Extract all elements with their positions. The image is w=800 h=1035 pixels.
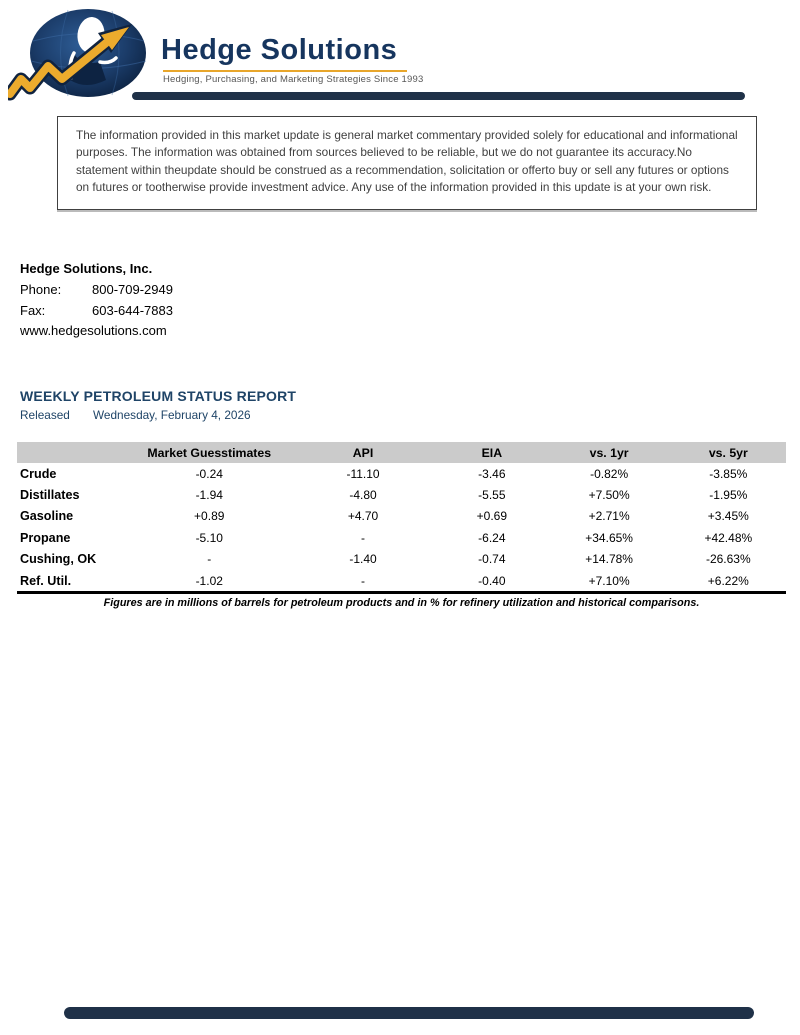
table-row <box>17 570 786 593</box>
table-cell: -3.46 <box>478 466 506 481</box>
table-cell: +3.45% <box>707 509 749 524</box>
table-cell: -1.02 <box>195 573 223 588</box>
footer-rule <box>64 1007 754 1019</box>
table-cell: -1.94 <box>195 488 223 503</box>
company-name: Hedge Solutions, Inc. <box>20 261 153 276</box>
table-header-cell: Market Guesstimates <box>129 442 290 463</box>
table-cell: - <box>361 530 366 545</box>
fax-value: 603-644-7883 <box>92 302 173 318</box>
fax-label: Fax: <box>20 302 46 318</box>
table-cell: -0.82% <box>590 466 629 481</box>
released-row <box>20 408 251 422</box>
table-row <box>17 484 786 505</box>
fax-row <box>20 303 173 324</box>
table-cell: -4.80 <box>349 488 377 503</box>
table-cell: +0.89 <box>194 509 225 524</box>
table-cell: +2.71% <box>588 509 630 524</box>
row-label: Ref. Util. <box>20 573 72 588</box>
company-logo <box>8 6 170 106</box>
table-header-cell: EIA <box>436 442 548 463</box>
brand-tagline: Hedging, Purchasing, and Marketing Strategies Since 1993 <box>163 74 424 85</box>
table-cell: -26.63% <box>705 552 751 567</box>
table-footnote: Figures are in millions of barrels for petroleum products and in % for refinery utilization and historical comparisons. <box>103 597 700 609</box>
table-cell: -0.24 <box>195 466 223 481</box>
table-cell: -0.40 <box>478 573 506 588</box>
table-row <box>17 463 786 484</box>
brand-name: Hedge Solutions <box>161 34 398 66</box>
table-header-cell: API <box>290 442 436 463</box>
table-row <box>17 549 786 570</box>
table-cell: - <box>361 573 366 588</box>
phone-label: Phone: <box>20 282 62 297</box>
table-cell: +7.50% <box>588 488 630 503</box>
row-label: Distillates <box>20 488 80 503</box>
row-label: Gasoline <box>20 509 74 524</box>
table-cell: -3.85% <box>709 466 748 481</box>
status-table <box>17 442 786 594</box>
table-header-cell <box>17 442 129 463</box>
table-header-row <box>17 442 786 463</box>
table-cell: +7.10% <box>588 573 630 588</box>
table-header-cell: vs. 5yr <box>671 442 786 463</box>
table-cell: +14.78% <box>585 552 633 567</box>
table-cell: -1.40 <box>349 552 377 567</box>
table-cell: +6.22% <box>707 573 749 588</box>
table-cell: +0.69 <box>476 509 508 524</box>
table-cell: -6.24 <box>478 530 506 545</box>
row-label: Crude <box>20 466 57 481</box>
row-label: Propane <box>20 530 71 545</box>
table-cell: -11.10 <box>346 466 380 481</box>
released-label: Released <box>20 408 70 422</box>
table-cell: -5.10 <box>195 530 223 545</box>
report-title: WEEKLY PETROLEUM STATUS REPORT <box>20 388 297 404</box>
table-cell: +34.65% <box>585 530 633 545</box>
table-cell: -5.55 <box>478 488 506 503</box>
table-cell: +42.48% <box>704 530 753 545</box>
phone-row <box>20 282 173 303</box>
table-cell: -0.74 <box>478 552 506 567</box>
website-url: www.hedgesolutions.com <box>20 323 167 338</box>
phone-value: 800-709-2949 <box>92 282 173 297</box>
table-row <box>17 527 786 548</box>
table-row <box>17 506 786 527</box>
disclaimer-text: The information provided in this market update is general market commentary provided solely for educational and informational purposes. The information was obtained from sources believed to be reliable, but we do not guarantee its accuracy.No statement within theupdate should be construed as a recommendation, solicitation or offerto buy or sell any futures or options on futures or tootherwise provide investment advice. Any use of the information provided in this update is at your own risk. <box>76 128 738 195</box>
table-cell: +4.70 <box>347 509 379 524</box>
contact-block <box>20 261 173 344</box>
table-header-cell: vs. 1yr <box>548 442 671 463</box>
disclaimer-box <box>57 116 757 210</box>
table-cell: -1.95% <box>709 488 748 503</box>
website-row <box>20 323 173 344</box>
table-cell: - <box>207 552 212 567</box>
header-rule <box>132 92 745 100</box>
released-date: Wednesday, February 4, 2026 <box>93 408 251 422</box>
brand-underline <box>163 70 407 72</box>
row-label: Cushing, OK <box>20 552 97 567</box>
